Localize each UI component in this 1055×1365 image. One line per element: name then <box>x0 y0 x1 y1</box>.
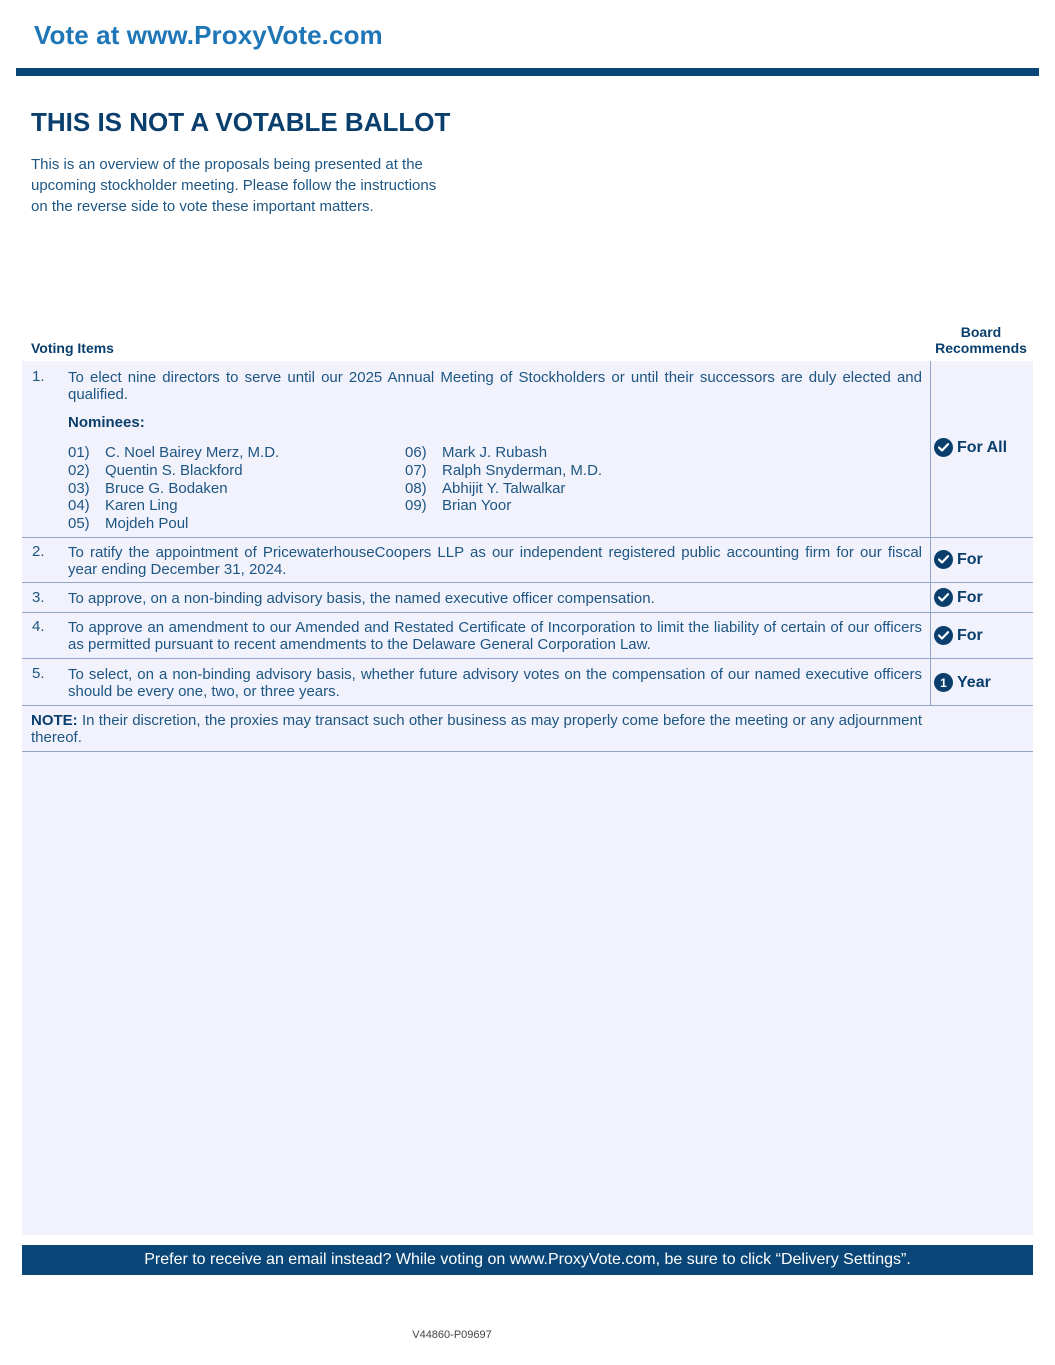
nominee-name: Mark J. Rubash <box>442 444 548 461</box>
recommendation-label: For <box>957 550 983 568</box>
nominee <box>68 497 178 514</box>
nominee-number: 02) <box>68 462 90 479</box>
intro-line: on the reverse side to vote these important matters. <box>31 198 374 215</box>
item-number: 2. <box>32 543 45 560</box>
check-circle-icon <box>934 438 953 457</box>
recommendation-one-year <box>934 673 991 692</box>
board-recommends-header <box>930 324 1032 356</box>
column-divider <box>930 361 931 705</box>
nominee <box>405 462 602 479</box>
recommendation-for-all <box>934 438 1007 457</box>
item-number: 4. <box>32 618 45 635</box>
nominee-name: C. Noel Bairey Merz, M.D. <box>105 444 280 461</box>
job-code: V44860-P09697 <box>412 1329 492 1341</box>
nominee-name: Abhijit Y. Talwalkar <box>442 480 566 497</box>
page-title: THIS IS NOT A VOTABLE BALLOT <box>31 107 451 137</box>
nominee <box>405 497 511 514</box>
header-rule <box>16 68 1039 76</box>
item-text: To select, on a non-binding advisory basis, whether future advisory votes on the compensation of our named executive officers should be every one, two, or three years. <box>68 666 922 700</box>
note-label: NOTE: <box>31 712 78 729</box>
note-text <box>31 712 922 746</box>
nominee-number: 08) <box>405 480 427 497</box>
nominee-number: 04) <box>68 497 90 514</box>
item-number: 5. <box>32 665 45 682</box>
item-number: 1. <box>32 368 45 385</box>
intro-text <box>31 154 501 217</box>
nominee-name: Mojdeh Poul <box>105 515 189 532</box>
recommendation-label: Year <box>957 673 991 691</box>
nominee-number: 05) <box>68 515 90 532</box>
nominee-number: 01) <box>68 444 90 461</box>
row-divider <box>22 658 1033 659</box>
item-number: 3. <box>32 589 45 606</box>
nominee-name: Brian Yoor <box>442 497 512 514</box>
row-divider <box>22 537 1033 538</box>
recommendation-label: For <box>957 588 983 606</box>
nominee <box>68 462 243 479</box>
nominee-name: Karen Ling <box>105 497 178 514</box>
nominee-number: 03) <box>68 480 90 497</box>
nominee-name: Quentin S. Blackford <box>105 462 243 479</box>
item-text: To approve an amendment to our Amended and Restated Certificate of Incorporation to limit the liability of certain of our officers as permitted pursuant to recent amendments to the Delaware General Corporation Law. <box>68 619 922 653</box>
item-text: To approve, on a non-binding advisory basis, the named executive officer compensation. <box>68 590 655 607</box>
voting-items-header: Voting Items <box>31 340 114 356</box>
site-title: Vote at www.ProxyVote.com <box>34 20 383 50</box>
nominee-number: 07) <box>405 462 427 479</box>
recommendation-for <box>934 588 983 607</box>
nominee-number: 09) <box>405 497 427 514</box>
delivery-settings-banner: Prefer to receive an email instead? While voting on www.ProxyVote.com, be sure to click “Delivery Settings”. <box>22 1245 1033 1275</box>
check-circle-icon <box>934 588 953 607</box>
recommendation-label: For <box>957 626 983 644</box>
nominee-number: 06) <box>405 444 427 461</box>
board-recommends-line: Board <box>960 324 1002 340</box>
nominee <box>68 480 228 497</box>
nominees-label: Nominees: <box>68 414 145 431</box>
number-one-icon <box>934 673 953 692</box>
nominee-name: Ralph Snyderman, M.D. <box>442 462 603 479</box>
intro-line: This is an overview of the proposals being presented at the <box>31 156 423 173</box>
intro-line: upcoming stockholder meeting. Please follow the instructions <box>31 177 437 194</box>
nominee <box>68 515 188 532</box>
item-text: To ratify the appointment of PricewaterhouseCoopers LLP as our independent registered public accounting firm for our fiscal year ending December 31, 2024. <box>68 544 922 578</box>
note-body: In their discretion, the proxies may transact such other business as may properly come before the meeting or any adjournment thereof. <box>31 712 922 746</box>
recommendation-for <box>934 626 983 645</box>
recommendation-label: For All <box>957 438 1008 456</box>
nominee <box>68 444 279 461</box>
number-badge: 1 <box>940 675 947 690</box>
check-circle-icon <box>934 626 953 645</box>
row-divider <box>22 751 1033 752</box>
item-text: To elect nine directors to serve until our 2025 Annual Meeting of Stockholders or until their successors are duly elected and qualified. <box>68 369 922 403</box>
nominee <box>405 480 565 497</box>
row-divider <box>22 582 1033 583</box>
row-divider <box>22 705 1033 706</box>
board-recommends-line: Recommends <box>935 340 1027 356</box>
nominee-name: Bruce G. Bodaken <box>105 480 228 497</box>
nominee <box>405 444 547 461</box>
check-circle-icon <box>934 550 953 569</box>
row-divider <box>22 612 1033 613</box>
recommendation-for <box>934 550 983 569</box>
